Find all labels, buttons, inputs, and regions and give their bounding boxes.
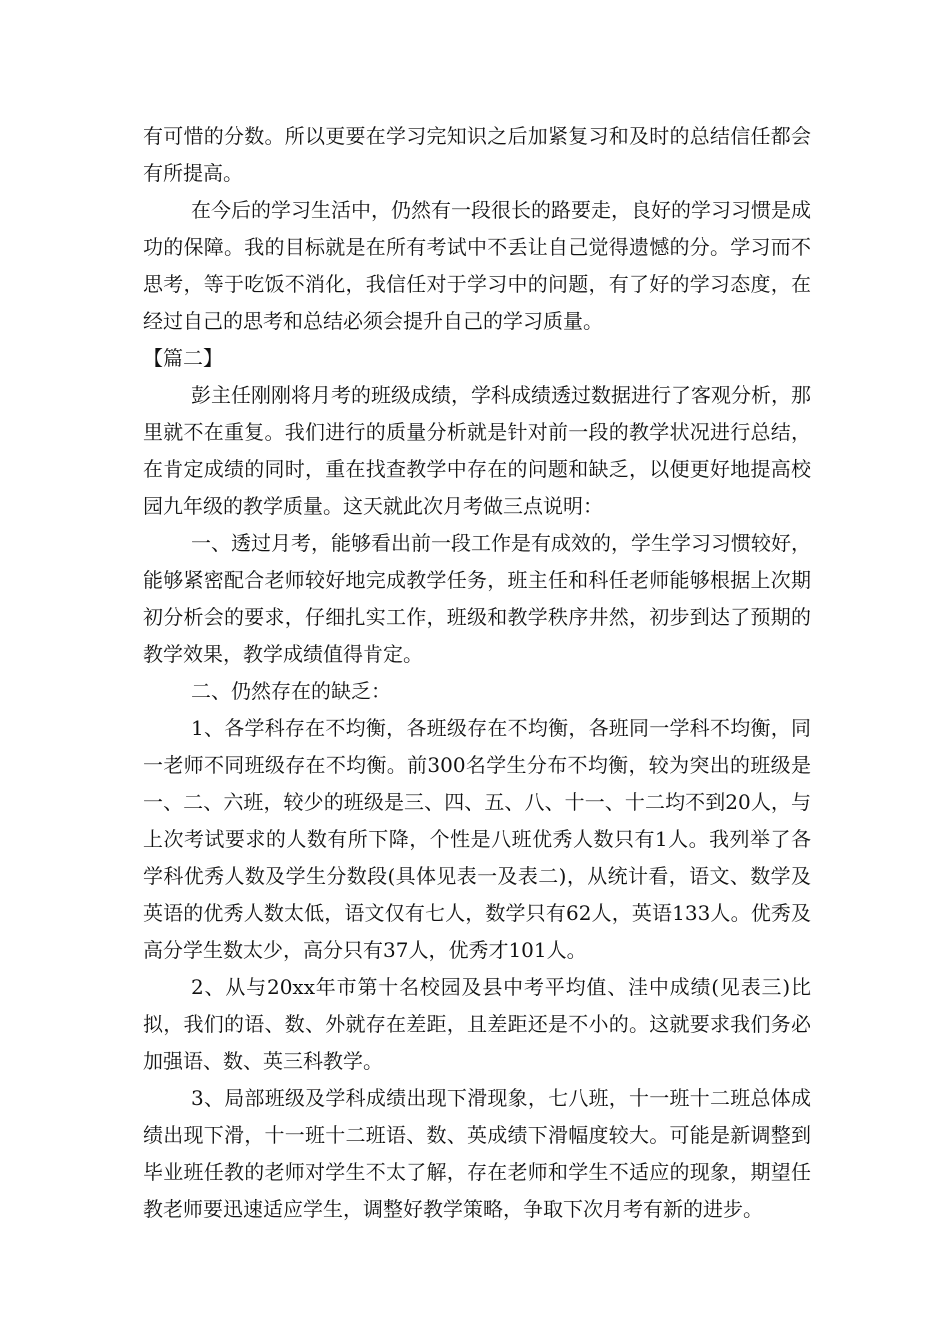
section-heading: 【篇二】	[143, 346, 223, 370]
paragraph-intro: 彭主任刚刚将月考的班级成绩，学科成绩透过数据进行了客观分析，那里就不在重复。我们进行的质量分析就是针对前一段的教学状况进行总结，在肯定成绩的同时，重在找查教学中存在的问题和缺乏，以便更好地提高校园九年级的教学质量。这天就此次月考做三点说明：	[143, 383, 811, 518]
paragraph-item-1: 1、各学科存在不均衡，各班级存在不均衡，各班同一学科不均衡，同一老师不同班级存在不均衡。前300名学生分布不均衡，较为突出的班级是一、二、六班，较少的班级是三、四、五、八、十一、十二均不到20人，与上次考试要求的人数有所下降，个性是八班优秀人数只有1人。我列举了各学科优秀人数及学生分数段(具体见表一及表二)，从统计看，语文、数学及英语的优秀人数太低，语文仅有七人，数学只有62人，英语133人。优秀及高分学生数太少，高分只有37人，优秀才101人。	[143, 716, 811, 962]
paragraph-study-habits: 在今后的学习生活中，仍然有一段很长的路要走，良好的学习习惯是成功的保障。我的目标就是在所有考试中不丢让自己觉得遗憾的分。学习而不思考，等于吃饭不消化，我信任对于学习中的问题，有了好的学习态度，在经过自己的思考和总结必须会提升自己的学习质量。	[143, 198, 811, 333]
paragraph-point-two-heading: 二、仍然存在的缺乏：	[191, 679, 391, 703]
paragraph-item-3: 3、局部班级及学科成绩出现下滑现象，七八班，十一班十二班总体成绩出现下滑，十一班十二班语、数、英成绩下滑幅度较大。可能是新调整到毕业班任教的老师对学生不太了解，存在老师和学生不适应的现象，期望任教老师要迅速适应学生，调整好教学策略，争取下次月考有新的进步。	[143, 1086, 811, 1221]
paragraph-item-2: 2、从与20xx年市第十名校园及县中考平均值、洼中成绩(见表三)比拟，我们的语、数、外就存在差距，且差距还是不小的。这就要求我们务必加强语、数、英三科教学。	[143, 975, 811, 1073]
paragraph-point-one: 一、透过月考，能够看出前一段工作是有成效的，学生学习习惯较好，能够紧密配合老师较好地完成教学任务，班主任和科任老师能够根据上次期初分析会的要求，仔细扎实工作，班级和教学秩序井然，初步到达了预期的教学效果，教学成绩值得肯定。	[143, 531, 811, 666]
document-body	[143, 118, 811, 1228]
paragraph-continuation: 有可惜的分数。所以更要在学习完知识之后加紧复习和及时的总结信任都会有所提高。	[143, 124, 811, 185]
